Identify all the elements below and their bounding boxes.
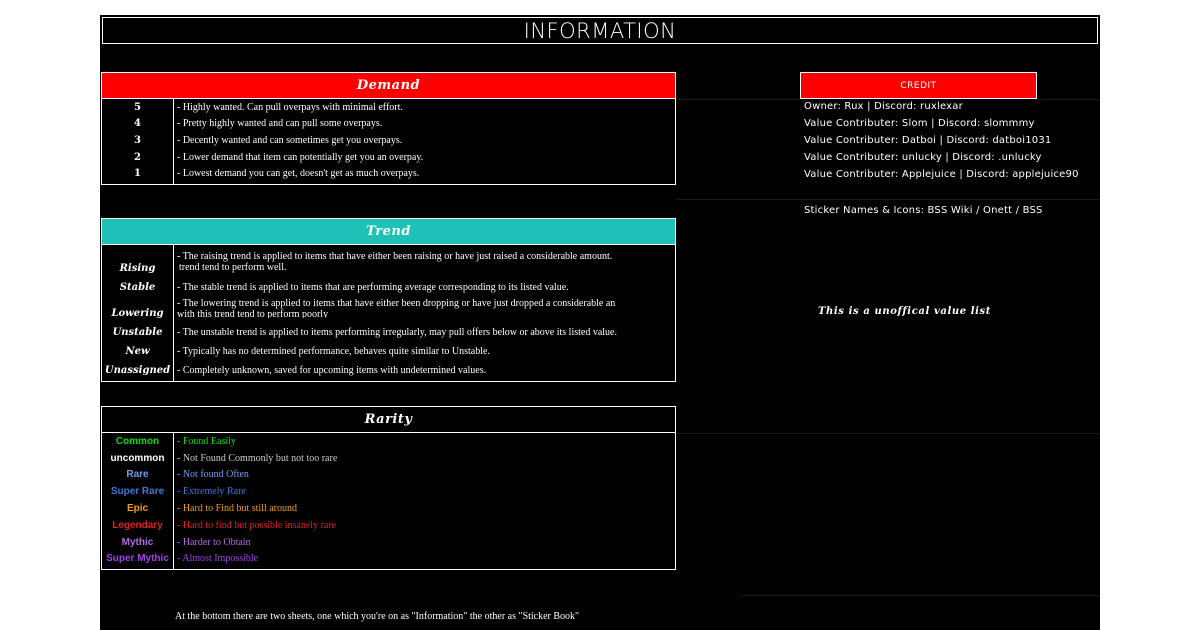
trend-description: - The unstable trend is applied to items performing irregularly, may pull offers below or above its listed value. — [177, 326, 617, 338]
credit-line: Value Contributer: Datboi | Discord: datboi1031 — [804, 135, 1052, 146]
trend-label: Unstable — [112, 326, 163, 338]
demand-description: - Lowest demand you can get, doesn't get as much overpays. — [177, 168, 420, 180]
table-row — [102, 165, 675, 182]
demand-level: 2 — [134, 151, 141, 163]
trend-description: - The lowering trend is applied to items that have either been dropping or have just dropped a considerable an — [177, 297, 616, 309]
demand-description: - Decently wanted and can sometimes get you overpays. — [177, 134, 403, 146]
rarity-table — [101, 433, 676, 570]
trend-label: Unassigned — [104, 365, 171, 376]
rarity-description: - Harder to Obtain — [177, 536, 251, 548]
footer-note: At the bottom there are two sheets, one which you're on as "Information" the other as "Sticker Book" — [175, 611, 580, 622]
table-row — [102, 450, 675, 467]
rarity-label: Super Rare — [110, 486, 165, 498]
table-row — [102, 517, 675, 534]
page-title: INFORMATION — [102, 17, 1098, 44]
credit-line: Value Contributer: Slom | Discord: slommmy — [804, 118, 1035, 129]
rarity-description: - Hard to Find but still around — [177, 503, 297, 515]
demand-level: 5 — [134, 101, 141, 113]
trend-label: New — [125, 345, 150, 357]
table-row — [102, 361, 675, 380]
rarity-label: Common — [115, 435, 160, 447]
rarity-label: Legendary — [112, 519, 163, 531]
trend-description: - Completely unknown, saved for upcoming items with undetermined values. — [177, 365, 487, 376]
demand-description: - Pretty highly wanted and can pull some overpays. — [177, 118, 383, 130]
rarity-description: - Hard to find but possible insanely rare — [177, 519, 337, 531]
credit-line: Value Contributer: unlucky | Discord: .unlucky — [804, 152, 1042, 163]
table-row — [102, 500, 675, 517]
trend-label: Rising — [119, 263, 156, 274]
table-row — [102, 551, 675, 568]
table-row — [102, 296, 675, 323]
demand-table — [101, 99, 676, 185]
trend-description-continued: trend tend to perform well. — [179, 261, 287, 273]
rarity-label: Super Mythic — [106, 553, 169, 565]
table-row — [102, 116, 675, 133]
rarity-label: uncommon — [110, 452, 165, 464]
trend-description: - The stable trend is applied to items that are performing average corresponding to its listed value. — [177, 281, 569, 293]
trend-description-cell — [173, 298, 675, 322]
trend-header: Trend — [101, 218, 676, 245]
table-row — [102, 245, 675, 278]
table-row — [102, 433, 675, 450]
spreadsheet-canvas — [100, 15, 1100, 630]
credit-line: Owner: Rux | Discord: ruxlexar — [804, 101, 963, 112]
sticker-credit: Sticker Names & Icons: BSS Wiki / Onett / BSS — [804, 205, 1043, 216]
trend-description-continued: with this trend tend to perform poorly — [177, 308, 329, 318]
table-row — [102, 341, 675, 361]
demand-description: - Lower demand that item can potentially get you an overpay. — [177, 151, 424, 163]
trend-description: - Typically has no determined performance, behaves quite similar to Unstable. — [177, 345, 490, 357]
table-row — [102, 132, 675, 149]
unofficial-note: This is a unoffical value list — [818, 306, 992, 317]
demand-header: Demand — [101, 72, 676, 99]
trend-table — [101, 245, 676, 382]
rarity-description: - Extremely Rare — [177, 486, 246, 498]
demand-level: 4 — [134, 118, 141, 130]
rarity-description: - Not found Often — [177, 469, 249, 481]
table-row — [102, 483, 675, 500]
demand-description: - Highly wanted. Can pull overpays with minimal effort. — [177, 101, 403, 113]
rarity-header: Rarity — [101, 406, 676, 433]
rarity-label: Rare — [126, 469, 149, 481]
trend-label: Lowering — [111, 308, 164, 319]
table-row — [102, 323, 675, 341]
trend-description-cell — [173, 251, 675, 273]
table-row — [102, 467, 675, 484]
rarity-description: - Found Easily — [177, 435, 236, 447]
trend-label: Stable — [119, 281, 156, 293]
rarity-description: - Almost Impossible — [177, 553, 259, 565]
rarity-description: - Not Found Commonly but not too rare — [177, 452, 338, 464]
table-row — [102, 278, 675, 296]
table-row — [102, 534, 675, 551]
demand-level: 1 — [134, 168, 141, 180]
rarity-label: Epic — [126, 503, 149, 515]
trend-description: - The raising trend is applied to items that have either been raising or have just raised a considerable amount. — [177, 250, 613, 262]
table-row — [102, 149, 675, 166]
credit-header: CREDIT — [800, 72, 1037, 99]
credit-line: Value Contributer: Applejuice | Discord: applejuice90 — [804, 169, 1079, 180]
credit-list — [804, 101, 1094, 186]
demand-level: 3 — [134, 134, 141, 146]
rarity-label: Mythic — [121, 536, 154, 548]
table-row — [102, 99, 675, 116]
